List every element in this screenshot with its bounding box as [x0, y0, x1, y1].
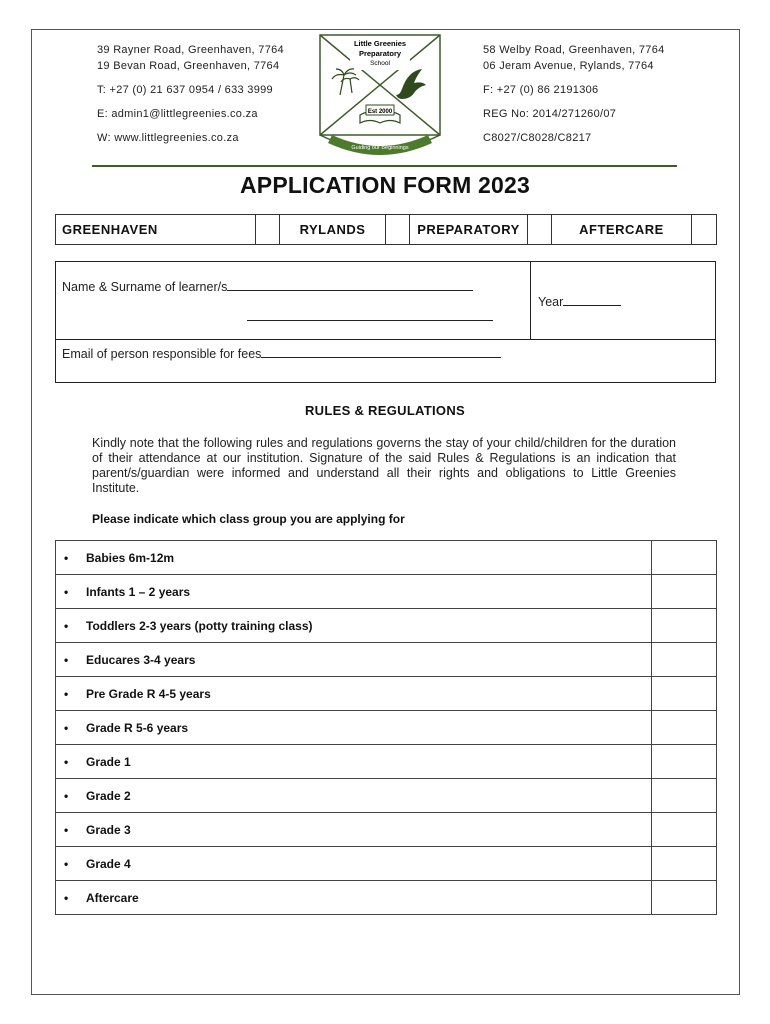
class-group-label: Toddlers 2-3 years (potty training class): [86, 618, 313, 633]
class-group-label: Grade 2: [86, 788, 131, 803]
crest-name-line-3: School: [370, 60, 390, 67]
class-group-row: [56, 847, 717, 881]
class-group-cell: [56, 609, 652, 643]
class-group-cell: [56, 881, 652, 915]
class-group-label: Pre Grade R 4-5 years: [86, 686, 211, 701]
class-group-checkbox[interactable]: [652, 881, 717, 915]
crest-motto: Guiding our Beginnings: [351, 145, 409, 151]
class-group-cell: [56, 541, 652, 575]
class-group-row: [56, 609, 717, 643]
left-email: E: admin1@littlegreenies.co.za: [97, 108, 258, 120]
class-group-label: Grade 1: [86, 754, 131, 769]
info-divider: [530, 262, 531, 339]
left-address-line-2: 19 Bevan Road, Greenhaven, 7764: [97, 60, 280, 72]
crest-name-line-1: Little Greenies: [353, 39, 407, 48]
bullet-icon: •: [64, 686, 69, 701]
crest-established: Est 2000: [367, 109, 393, 115]
branch-label-preparatory: PREPARATORY: [410, 215, 528, 245]
class-group-cell: [56, 847, 652, 881]
class-group-label: Grade R 5-6 years: [86, 720, 189, 735]
right-address-line-2: 06 Jeram Avenue, Rylands, 7764: [483, 60, 654, 72]
learner-name-field-2[interactable]: [247, 309, 493, 324]
bullet-icon: •: [64, 584, 69, 599]
bullet-icon: •: [64, 720, 69, 735]
branch-checkbox-rylands[interactable]: [386, 215, 410, 245]
class-group-checkbox[interactable]: [652, 677, 717, 711]
bullet-icon: •: [64, 822, 69, 837]
fees-email-label: Email of person responsible for fees: [62, 347, 262, 361]
class-group-label: Grade 3: [86, 822, 131, 837]
bullet-icon: •: [64, 550, 69, 565]
crest-name-line-2: Preparatory: [358, 49, 402, 58]
class-group-cell: [56, 575, 652, 609]
class-group-checkbox[interactable]: [652, 643, 717, 677]
bullet-icon: •: [64, 754, 69, 769]
learner-name-line[interactable]: [227, 279, 473, 291]
right-address-line-1: 58 Welby Road, Greenhaven, 7764: [483, 44, 665, 56]
class-group-row: [56, 881, 717, 915]
class-group-label: Educares 3-4 years: [86, 652, 196, 667]
open-book-icon: [360, 105, 400, 123]
class-group-checkbox[interactable]: [652, 813, 717, 847]
class-group-row: [56, 711, 717, 745]
branch-checkbox-preparatory[interactable]: [528, 215, 552, 245]
branch-label-rylands: RYLANDS: [280, 215, 386, 245]
registration-number: REG No: 2014/271260/07: [483, 108, 617, 120]
class-group-checkbox[interactable]: [652, 847, 717, 881]
bullet-icon: •: [64, 618, 69, 633]
class-group-checkbox[interactable]: [652, 609, 717, 643]
class-group-checkbox[interactable]: [652, 711, 717, 745]
class-group-row: [56, 677, 717, 711]
left-address-block: [97, 42, 284, 146]
branch-selection-table: [55, 214, 717, 245]
bullet-icon: •: [64, 788, 69, 803]
bullet-icon: •: [64, 890, 69, 905]
left-address-line-1: 39 Rayner Road, Greenhaven, 7764: [97, 44, 284, 56]
year-label: Year: [538, 295, 564, 309]
branch-label-aftercare: AFTERCARE: [552, 215, 692, 245]
centre-codes: C8027/C8028/C8217: [483, 132, 592, 144]
left-phone: T: +27 (0) 21 637 0954 / 633 3999: [97, 84, 273, 96]
class-group-label: Babies 6m-12m: [86, 550, 175, 565]
fees-email-line[interactable]: [261, 346, 501, 358]
class-group-cell: [56, 677, 652, 711]
class-group-checkbox[interactable]: [652, 745, 717, 779]
class-group-row: [56, 575, 717, 609]
fees-email-field[interactable]: [62, 346, 501, 361]
class-group-row: [56, 813, 717, 847]
year-field[interactable]: [538, 294, 621, 309]
class-group-row: [56, 745, 717, 779]
class-group-cell: [56, 779, 652, 813]
learner-name-label: Name & Surname of learner/s: [62, 280, 228, 294]
school-crest-logo: [318, 33, 442, 163]
year-line[interactable]: [563, 294, 621, 306]
class-group-row: [56, 541, 717, 575]
branch-label-greenhaven: GREENHAVEN: [56, 215, 256, 245]
learner-info-box: [55, 261, 716, 383]
header-divider: [92, 165, 677, 167]
class-group-label: Aftercare: [86, 890, 139, 905]
page-title: APPLICATION FORM 2023: [239, 172, 531, 198]
left-website: W: www.littlegreenies.co.za: [97, 132, 239, 144]
class-group-cell: [56, 711, 652, 745]
bullet-icon: •: [64, 652, 69, 667]
class-group-cell: [56, 813, 652, 847]
bullet-icon: •: [64, 856, 69, 871]
right-fax: F: +27 (0) 86 2191306: [483, 84, 599, 96]
branch-checkbox-greenhaven[interactable]: [256, 215, 280, 245]
class-group-label: Infants 1 – 2 years: [86, 584, 191, 599]
class-group-checkbox[interactable]: [652, 541, 717, 575]
class-group-table: [55, 540, 717, 915]
class-group-instruction: Please indicate which class group you are applying for: [92, 512, 405, 526]
class-group-checkbox[interactable]: [652, 575, 717, 609]
class-group-cell: [56, 745, 652, 779]
class-group-row: [56, 643, 717, 677]
learner-name-field[interactable]: [62, 279, 473, 294]
class-group-label: Grade 4: [86, 856, 131, 871]
branch-checkbox-aftercare[interactable]: [692, 215, 717, 245]
learner-name-line-2[interactable]: [247, 309, 493, 321]
right-address-block: [483, 42, 665, 146]
class-group-checkbox[interactable]: [652, 779, 717, 813]
rules-paragraph: Kindly note that the following rules and regulations governs the stay of your child/children for the duration of their attendance at our institution. Signature of the said Rules & Regulations is an indication that parent/s/guardian were informed and understand all their rights and obligations to Little Greenies Institute.: [92, 436, 676, 495]
class-group-row: [56, 779, 717, 813]
class-group-cell: [56, 643, 652, 677]
rules-heading: RULES & REGULATIONS: [304, 403, 466, 418]
